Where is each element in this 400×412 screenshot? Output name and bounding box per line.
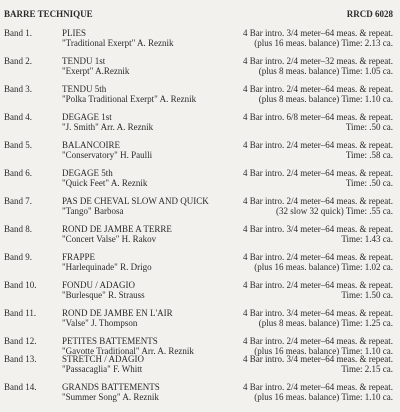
band-number: Band 5.: [4, 140, 32, 150]
band-subtitle: "Exerpt" A.Reznik: [62, 66, 130, 76]
band-info-line2: (plus 16 meas. balance) Time: 1.02 ca.: [254, 262, 393, 272]
band-info-line2: Time: .50 ca.: [345, 122, 393, 132]
band-entry: [4, 382, 396, 404]
band-title: DEGAGE 5th: [62, 168, 113, 178]
band-info-line2: Time: 2.15 ca.: [341, 364, 393, 374]
band-title: DEGAGE 1st: [62, 112, 112, 122]
band-title: PAS DE CHEVAL SLOW AND QUICK: [62, 196, 209, 206]
band-entry: [4, 84, 396, 106]
band-info-line1: 4 Bar intro. 2/4 meter–64 meas. & repeat.: [243, 252, 393, 262]
band-title: PETITES BATTEMENTS: [62, 336, 158, 346]
band-number: Band 3.: [4, 84, 32, 94]
band-subtitle: "Passacaglia" F. Whitt: [62, 364, 143, 374]
band-info-line2: Time: .50 ca.: [345, 178, 393, 188]
band-number: Band 6.: [4, 168, 32, 178]
band-info-line1: 4 Bar intro. 3/4 meter–64 meas. & repeat.: [243, 308, 393, 318]
band-info-line1: 4 Bar intro. 6/8 meter–64 meas. & repeat.: [243, 112, 393, 122]
band-info-line1: 4 Bar intro. 2/4 meter–64 meas. & repeat.: [243, 382, 393, 392]
band-number: Band 11.: [4, 308, 37, 318]
band-number: Band 2.: [4, 56, 32, 66]
band-subtitle: "Gavotte Traditional" Arr. A. Reznik: [62, 346, 194, 356]
band-subtitle: "Quick Feet" A. Reznik: [62, 178, 148, 188]
band-subtitle: "Traditional Exerpt" A. Reznik: [62, 38, 174, 48]
band-info-line2: (plus 16 meas. balance) Time: 2.13 ca.: [254, 38, 393, 48]
band-subtitle: "Polka Traditional Exerpt" A. Reznik: [62, 94, 197, 104]
band-info-line1: 4 Bar intro. 2/4 meter–32 meas. & repeat.: [243, 56, 393, 66]
band-title: TENDU 1st: [62, 56, 106, 66]
band-title: GRANDS BATTEMENTS: [62, 382, 160, 392]
band-info-line2: Time: 1.50 ca.: [341, 290, 393, 300]
band-subtitle: "Tango" Barbosa: [62, 206, 124, 216]
band-title: PLIES: [62, 28, 87, 38]
band-info-line1: 4 Bar intro. 2/4 meter–64 meas. & repeat.: [243, 280, 393, 290]
band-subtitle: "Harlequinade" R. Drigo: [62, 262, 152, 272]
band-info-line1: 4 Bar intro. 2/4 meter–64 meas. & repeat.: [243, 196, 393, 206]
band-info-line2: Time: 1.43 ca.: [341, 234, 393, 244]
band-info-line1: 4 Bar intro. 3/4 meter–64 meas. & repeat.: [243, 224, 393, 234]
band-entry: [4, 224, 396, 246]
band-subtitle: "Valse" J. Thompson: [62, 318, 138, 328]
band-info-line2: (plus 16 meas. balance) Time: 1.10 ca.: [254, 346, 393, 356]
band-info-line2: (32 slow 32 quick) Time: .55 ca.: [276, 206, 393, 216]
band-entry: [4, 168, 396, 190]
band-subtitle: "Concert Valse" H. Rakov: [62, 234, 157, 244]
band-entry: [4, 28, 396, 50]
band-number: Band 13.: [4, 354, 37, 364]
band-number: Band 1.: [4, 28, 32, 38]
band-entry: [4, 112, 396, 134]
band-number: Band 10.: [4, 280, 37, 290]
band-entry: [4, 308, 396, 330]
band-number: Band 14.: [4, 382, 37, 392]
band-info-line1: 4 Bar intro. 3/4 meter–64 meas. & repeat.: [243, 28, 393, 38]
band-title: FONDU / ADAGIO: [62, 280, 136, 290]
band-subtitle: "J. Smith" Arr. A. Reznik: [62, 122, 154, 132]
band-number: Band 4.: [4, 112, 32, 122]
band-info-line1: 4 Bar intro. 2/4 meter–64 meas. & repeat.: [243, 84, 393, 94]
band-subtitle: "Summer Song" A. Reznik: [62, 392, 159, 402]
band-number: Band 7.: [4, 196, 32, 206]
band-info-line1: 4 Bar intro. 3/4 meter–64 meas. & repeat.: [243, 354, 393, 364]
band-title: BALANCOIRE: [62, 140, 120, 150]
band-entry: [4, 140, 396, 162]
band-title: TENDU 5th: [62, 84, 107, 94]
band-entry: [4, 196, 396, 218]
band-info-line2: (plus 8 meas. balance) Time: 1.25 ca.: [258, 318, 393, 328]
band-entry: [4, 56, 396, 78]
band-number: Band 12.: [4, 336, 37, 346]
band-title: ROND DE JAMBE EN L'AIR: [62, 308, 173, 318]
band-number: Band 8.: [4, 224, 32, 234]
band-entry: [4, 280, 396, 302]
band-number: Band 9.: [4, 252, 32, 262]
catalog-code: RRCD 6028: [346, 9, 393, 19]
band-title: FRAPPE: [62, 252, 96, 262]
band-info-line2: Time: .58 ca.: [345, 150, 393, 160]
band-entry: [4, 354, 396, 376]
band-info-line1: 4 Bar intro. 2/4 meter–64 meas. & repeat.: [243, 336, 393, 346]
band-info-line2: (plus 8 meas. balance) Time: 1.05 ca.: [258, 66, 393, 76]
band-info-line2: (plus 16 meas. balance) Time: 1.10 ca.: [254, 392, 393, 402]
header: [4, 9, 396, 19]
band-info-line1: 4 Bar intro. 2/4 meter–64 meas. & repeat.: [243, 140, 393, 150]
band-info-line1: 4 Bar intro. 2/4 meter–64 meas. & repeat.: [243, 168, 393, 178]
band-title: ROND DE JAMBE A TERRE: [62, 224, 172, 234]
band-entry: [4, 252, 396, 274]
band-subtitle: "Conservatory" H. Paulli: [62, 150, 153, 160]
band-info-line2: (plus 8 meas. balance) Time: 1.10 ca.: [258, 94, 393, 104]
band-title: STRETCH / ADAGIO: [62, 354, 145, 364]
album-title: BARRE TECHNIQUE: [4, 9, 93, 19]
band-subtitle: "Burlesque" R. Strauss: [62, 290, 145, 300]
